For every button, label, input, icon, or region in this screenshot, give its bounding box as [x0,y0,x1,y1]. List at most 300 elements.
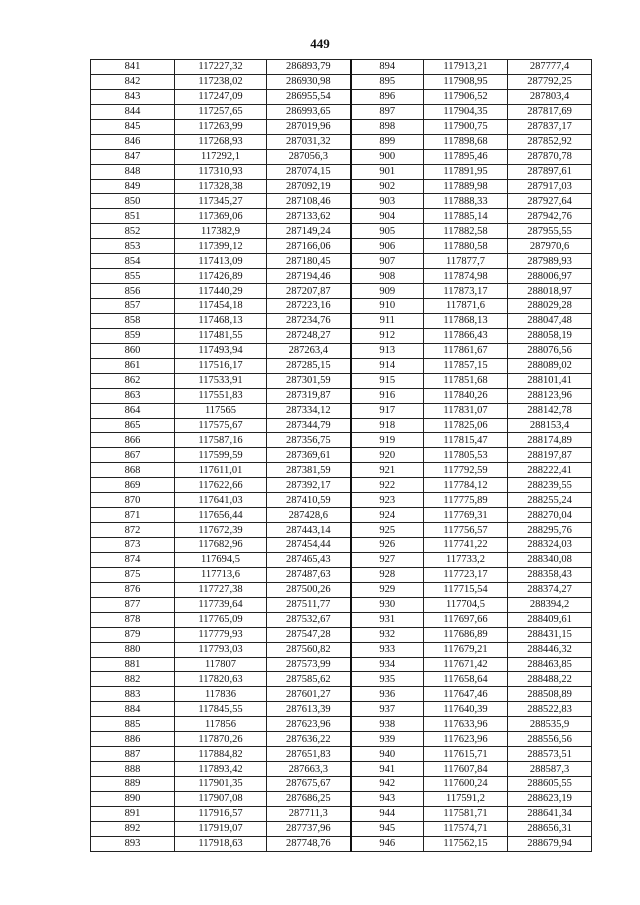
point-number-cell: 864 [91,403,175,418]
x-coordinate-cell: 117238,02 [175,74,267,89]
y-coordinate-cell: 288605,55 [508,777,592,792]
point-number-cell: 944 [351,806,424,821]
table-row [91,328,592,343]
y-coordinate-cell: 287019,96 [267,119,351,134]
table-row [91,791,592,806]
point-number-cell: 859 [91,328,175,343]
x-coordinate-cell: 117907,08 [175,791,267,806]
point-number-cell: 878 [91,612,175,627]
x-coordinate-cell: 117263,99 [175,119,267,134]
point-number-cell: 935 [351,672,424,687]
x-coordinate-cell: 117468,13 [175,313,267,328]
x-coordinate-cell: 117733,2 [424,552,508,567]
y-coordinate-cell: 287547,28 [267,627,351,642]
point-number-cell: 918 [351,418,424,433]
y-coordinate-cell: 288123,96 [508,388,592,403]
table-row [91,478,592,493]
point-number-cell: 927 [351,552,424,567]
point-number-cell: 849 [91,179,175,194]
point-number-cell: 908 [351,269,424,284]
y-coordinate-cell: 287319,87 [267,388,351,403]
point-number-cell: 856 [91,284,175,299]
x-coordinate-cell: 117807 [175,657,267,672]
y-coordinate-cell: 288239,55 [508,478,592,493]
y-coordinate-cell: 287989,93 [508,254,592,269]
y-coordinate-cell: 287334,12 [267,403,351,418]
y-coordinate-cell: 287092,19 [267,179,351,194]
y-coordinate-cell: 288641,34 [508,806,592,821]
point-number-cell: 920 [351,448,424,463]
point-number-cell: 861 [91,358,175,373]
x-coordinate-cell: 117861,67 [424,343,508,358]
y-coordinate-cell: 288270,04 [508,508,592,523]
y-coordinate-cell: 287487,63 [267,567,351,582]
x-coordinate-cell: 117873,17 [424,284,508,299]
x-coordinate-cell: 117756,57 [424,523,508,538]
point-number-cell: 886 [91,732,175,747]
table-row [91,642,592,657]
point-number-cell: 942 [351,777,424,792]
point-number-cell: 844 [91,104,175,119]
y-coordinate-cell: 288018,97 [508,284,592,299]
x-coordinate-cell: 117647,46 [424,687,508,702]
x-coordinate-cell: 117369,06 [175,209,267,224]
y-coordinate-cell: 286993,65 [267,104,351,119]
table-row [91,403,592,418]
y-coordinate-cell: 287344,79 [267,418,351,433]
table-row [91,821,592,836]
y-coordinate-cell: 287942,76 [508,209,592,224]
point-number-cell: 872 [91,523,175,538]
point-number-cell: 925 [351,523,424,538]
x-coordinate-cell: 117679,21 [424,642,508,657]
x-coordinate-cell: 117882,58 [424,224,508,239]
point-number-cell: 917 [351,403,424,418]
table-row [91,164,592,179]
point-number-cell: 890 [91,791,175,806]
y-coordinate-cell: 288029,28 [508,299,592,314]
table-row [91,104,592,119]
y-coordinate-cell: 288394,2 [508,597,592,612]
point-number-cell: 848 [91,164,175,179]
point-number-cell: 932 [351,627,424,642]
y-coordinate-cell: 287623,96 [267,717,351,732]
x-coordinate-cell: 117607,84 [424,762,508,777]
table-row [91,582,592,597]
table-row [91,119,592,134]
y-coordinate-cell: 287737,96 [267,821,351,836]
y-coordinate-cell: 288255,24 [508,493,592,508]
x-coordinate-cell: 117851,68 [424,373,508,388]
x-coordinate-cell: 117784,12 [424,478,508,493]
y-coordinate-cell: 287056,3 [267,149,351,164]
y-coordinate-cell: 287180,45 [267,254,351,269]
point-number-cell: 863 [91,388,175,403]
point-number-cell: 930 [351,597,424,612]
point-number-cell: 855 [91,269,175,284]
y-coordinate-cell: 287970,6 [508,239,592,254]
point-number-cell: 862 [91,373,175,388]
y-coordinate-cell: 287207,87 [267,284,351,299]
table-row [91,60,592,75]
table-row [91,179,592,194]
point-number-cell: 922 [351,478,424,493]
y-coordinate-cell: 288358,43 [508,567,592,582]
y-coordinate-cell: 287917,03 [508,179,592,194]
x-coordinate-cell: 117891,95 [424,164,508,179]
y-coordinate-cell: 287443,14 [267,523,351,538]
x-coordinate-cell: 117900,75 [424,119,508,134]
y-coordinate-cell: 287870,78 [508,149,592,164]
point-number-cell: 899 [351,134,424,149]
x-coordinate-cell: 117623,96 [424,732,508,747]
x-coordinate-cell: 117562,15 [424,836,508,851]
point-number-cell: 903 [351,194,424,209]
x-coordinate-cell: 117575,67 [175,418,267,433]
y-coordinate-cell: 287511,77 [267,597,351,612]
point-number-cell: 891 [91,806,175,821]
x-coordinate-cell: 117516,17 [175,358,267,373]
point-number-cell: 923 [351,493,424,508]
point-number-cell: 939 [351,732,424,747]
y-coordinate-cell: 287223,16 [267,299,351,314]
point-number-cell: 896 [351,89,424,104]
y-coordinate-cell: 288573,51 [508,747,592,762]
x-coordinate-cell: 117825,06 [424,418,508,433]
x-coordinate-cell: 117769,31 [424,508,508,523]
point-number-cell: 889 [91,777,175,792]
x-coordinate-cell: 117481,55 [175,328,267,343]
y-coordinate-cell: 288142,78 [508,403,592,418]
point-number-cell: 919 [351,433,424,448]
x-coordinate-cell: 117399,12 [175,239,267,254]
point-number-cell: 916 [351,388,424,403]
table-row [91,552,592,567]
y-coordinate-cell: 287613,39 [267,702,351,717]
y-coordinate-cell: 287410,59 [267,493,351,508]
y-coordinate-cell: 287532,67 [267,612,351,627]
table-row [91,418,592,433]
table-row [91,343,592,358]
y-coordinate-cell: 287263,4 [267,343,351,358]
y-coordinate-cell: 287560,82 [267,642,351,657]
y-coordinate-cell: 287301,59 [267,373,351,388]
table-row [91,627,592,642]
y-coordinate-cell: 288153,4 [508,418,592,433]
point-number-cell: 938 [351,717,424,732]
x-coordinate-cell: 117551,83 [175,388,267,403]
y-coordinate-cell: 287194,46 [267,269,351,284]
x-coordinate-cell: 117793,03 [175,642,267,657]
table-row [91,717,592,732]
y-coordinate-cell: 288006,97 [508,269,592,284]
y-coordinate-cell: 288623,19 [508,791,592,806]
point-number-cell: 937 [351,702,424,717]
table-row [91,463,592,478]
point-number-cell: 911 [351,313,424,328]
point-number-cell: 929 [351,582,424,597]
x-coordinate-cell: 117916,57 [175,806,267,821]
x-coordinate-cell: 117831,07 [424,403,508,418]
point-number-cell: 905 [351,224,424,239]
y-coordinate-cell: 287369,61 [267,448,351,463]
point-number-cell: 873 [91,538,175,553]
x-coordinate-cell: 117723,17 [424,567,508,582]
y-coordinate-cell: 288340,08 [508,552,592,567]
point-number-cell: 874 [91,552,175,567]
table-row [91,194,592,209]
point-number-cell: 926 [351,538,424,553]
point-number-cell: 897 [351,104,424,119]
table-row [91,732,592,747]
x-coordinate-cell: 117820,63 [175,672,267,687]
y-coordinate-cell: 287234,76 [267,313,351,328]
x-coordinate-cell: 117857,15 [424,358,508,373]
point-number-cell: 870 [91,493,175,508]
x-coordinate-cell: 117715,54 [424,582,508,597]
x-coordinate-cell: 117727,38 [175,582,267,597]
y-coordinate-cell: 288556,56 [508,732,592,747]
point-number-cell: 912 [351,328,424,343]
x-coordinate-cell: 117533,91 [175,373,267,388]
table-row [91,239,592,254]
table-row [91,523,592,538]
x-coordinate-cell: 117247,09 [175,89,267,104]
x-coordinate-cell: 117440,29 [175,284,267,299]
point-number-cell: 841 [91,60,175,75]
x-coordinate-cell: 117893,42 [175,762,267,777]
x-coordinate-cell: 117885,14 [424,209,508,224]
table-row [91,433,592,448]
y-coordinate-cell: 287955,55 [508,224,592,239]
table-row [91,89,592,104]
table-row [91,74,592,89]
x-coordinate-cell: 117898,68 [424,134,508,149]
x-coordinate-cell: 117880,58 [424,239,508,254]
table-row [91,269,592,284]
point-number-cell: 892 [91,821,175,836]
x-coordinate-cell: 117310,93 [175,164,267,179]
x-coordinate-cell: 117805,53 [424,448,508,463]
point-number-cell: 885 [91,717,175,732]
point-number-cell: 868 [91,463,175,478]
y-coordinate-cell: 287686,25 [267,791,351,806]
x-coordinate-cell: 117328,38 [175,179,267,194]
x-coordinate-cell: 117741,22 [424,538,508,553]
x-coordinate-cell: 117640,39 [424,702,508,717]
y-coordinate-cell: 287636,22 [267,732,351,747]
point-number-cell: 883 [91,687,175,702]
x-coordinate-cell: 117382,9 [175,224,267,239]
y-coordinate-cell: 287777,4 [508,60,592,75]
x-coordinate-cell: 117641,03 [175,493,267,508]
table-row [91,493,592,508]
point-number-cell: 857 [91,299,175,314]
point-number-cell: 913 [351,343,424,358]
point-number-cell: 936 [351,687,424,702]
y-coordinate-cell: 287133,62 [267,209,351,224]
point-number-cell: 945 [351,821,424,836]
point-number-cell: 931 [351,612,424,627]
table-row [91,313,592,328]
y-coordinate-cell: 288535,9 [508,717,592,732]
y-coordinate-cell: 287927,64 [508,194,592,209]
y-coordinate-cell: 288488,22 [508,672,592,687]
x-coordinate-cell: 117868,13 [424,313,508,328]
x-coordinate-cell: 117574,71 [424,821,508,836]
coordinates-table [90,59,592,852]
y-coordinate-cell: 287500,26 [267,582,351,597]
x-coordinate-cell: 117779,93 [175,627,267,642]
point-number-cell: 924 [351,508,424,523]
point-number-cell: 909 [351,284,424,299]
x-coordinate-cell: 117713,6 [175,567,267,582]
y-coordinate-cell: 288522,83 [508,702,592,717]
table-row [91,597,592,612]
y-coordinate-cell: 288058,19 [508,328,592,343]
point-number-cell: 910 [351,299,424,314]
table-row [91,149,592,164]
x-coordinate-cell: 117840,26 [424,388,508,403]
point-number-cell: 866 [91,433,175,448]
x-coordinate-cell: 117587,16 [175,433,267,448]
table-row [91,762,592,777]
y-coordinate-cell: 288047,48 [508,313,592,328]
x-coordinate-cell: 117697,66 [424,612,508,627]
point-number-cell: 851 [91,209,175,224]
y-coordinate-cell: 287651,83 [267,747,351,762]
y-coordinate-cell: 288431,15 [508,627,592,642]
y-coordinate-cell: 287663,3 [267,762,351,777]
y-coordinate-cell: 286893,79 [267,60,351,75]
point-number-cell: 941 [351,762,424,777]
x-coordinate-cell: 117918,63 [175,836,267,851]
point-number-cell: 877 [91,597,175,612]
x-coordinate-cell: 117884,82 [175,747,267,762]
point-number-cell: 921 [351,463,424,478]
table-row [91,134,592,149]
table-row [91,209,592,224]
x-coordinate-cell: 117815,47 [424,433,508,448]
table-row [91,448,592,463]
x-coordinate-cell: 117268,93 [175,134,267,149]
point-number-cell: 845 [91,119,175,134]
x-coordinate-cell: 117901,35 [175,777,267,792]
point-number-cell: 946 [351,836,424,851]
x-coordinate-cell: 117656,44 [175,508,267,523]
point-number-cell: 842 [91,74,175,89]
point-number-cell: 879 [91,627,175,642]
y-coordinate-cell: 287392,17 [267,478,351,493]
table-row [91,299,592,314]
y-coordinate-cell: 288679,94 [508,836,592,851]
point-number-cell: 895 [351,74,424,89]
x-coordinate-cell: 117739,64 [175,597,267,612]
x-coordinate-cell: 117694,5 [175,552,267,567]
table-row [91,687,592,702]
y-coordinate-cell: 287601,27 [267,687,351,702]
y-coordinate-cell: 287748,76 [267,836,351,851]
y-coordinate-cell: 288295,76 [508,523,592,538]
point-number-cell: 900 [351,149,424,164]
y-coordinate-cell: 287573,99 [267,657,351,672]
y-coordinate-cell: 287285,15 [267,358,351,373]
y-coordinate-cell: 287675,67 [267,777,351,792]
point-number-cell: 915 [351,373,424,388]
point-number-cell: 853 [91,239,175,254]
x-coordinate-cell: 117345,27 [175,194,267,209]
x-coordinate-cell: 117581,71 [424,806,508,821]
x-coordinate-cell: 117874,98 [424,269,508,284]
x-coordinate-cell: 117257,65 [175,104,267,119]
y-coordinate-cell: 288508,89 [508,687,592,702]
y-coordinate-cell: 287356,75 [267,433,351,448]
table-row [91,777,592,792]
x-coordinate-cell: 117836 [175,687,267,702]
table-row [91,254,592,269]
y-coordinate-cell: 287454,44 [267,538,351,553]
y-coordinate-cell: 287108,46 [267,194,351,209]
y-coordinate-cell: 286930,98 [267,74,351,89]
y-coordinate-cell: 287792,25 [508,74,592,89]
x-coordinate-cell: 117599,59 [175,448,267,463]
table-row [91,538,592,553]
x-coordinate-cell: 117856 [175,717,267,732]
point-number-cell: 860 [91,343,175,358]
y-coordinate-cell: 288089,02 [508,358,592,373]
y-coordinate-cell: 287166,06 [267,239,351,254]
table-row [91,567,592,582]
point-number-cell: 871 [91,508,175,523]
point-number-cell: 847 [91,149,175,164]
point-number-cell: 906 [351,239,424,254]
point-number-cell: 867 [91,448,175,463]
table-row [91,373,592,388]
y-coordinate-cell: 287428,6 [267,508,351,523]
y-coordinate-cell: 287074,15 [267,164,351,179]
point-number-cell: 907 [351,254,424,269]
table-row [91,358,592,373]
point-number-cell: 850 [91,194,175,209]
point-number-cell: 914 [351,358,424,373]
table-row [91,806,592,821]
table-row [91,657,592,672]
x-coordinate-cell: 117919,07 [175,821,267,836]
point-number-cell: 854 [91,254,175,269]
x-coordinate-cell: 117704,5 [424,597,508,612]
x-coordinate-cell: 117888,33 [424,194,508,209]
y-coordinate-cell: 287837,17 [508,119,592,134]
y-coordinate-cell: 288197,87 [508,448,592,463]
table-row [91,508,592,523]
x-coordinate-cell: 117454,18 [175,299,267,314]
point-number-cell: 882 [91,672,175,687]
x-coordinate-cell: 117792,59 [424,463,508,478]
point-number-cell: 876 [91,582,175,597]
x-coordinate-cell: 117413,09 [175,254,267,269]
page-number: 449 [310,36,330,51]
x-coordinate-cell: 117889,98 [424,179,508,194]
x-coordinate-cell: 117775,89 [424,493,508,508]
x-coordinate-cell: 117671,42 [424,657,508,672]
table-row [91,284,592,299]
x-coordinate-cell: 117600,24 [424,777,508,792]
point-number-cell: 933 [351,642,424,657]
x-coordinate-cell: 117870,26 [175,732,267,747]
point-number-cell: 852 [91,224,175,239]
x-coordinate-cell: 117292,1 [175,149,267,164]
y-coordinate-cell: 287817,69 [508,104,592,119]
